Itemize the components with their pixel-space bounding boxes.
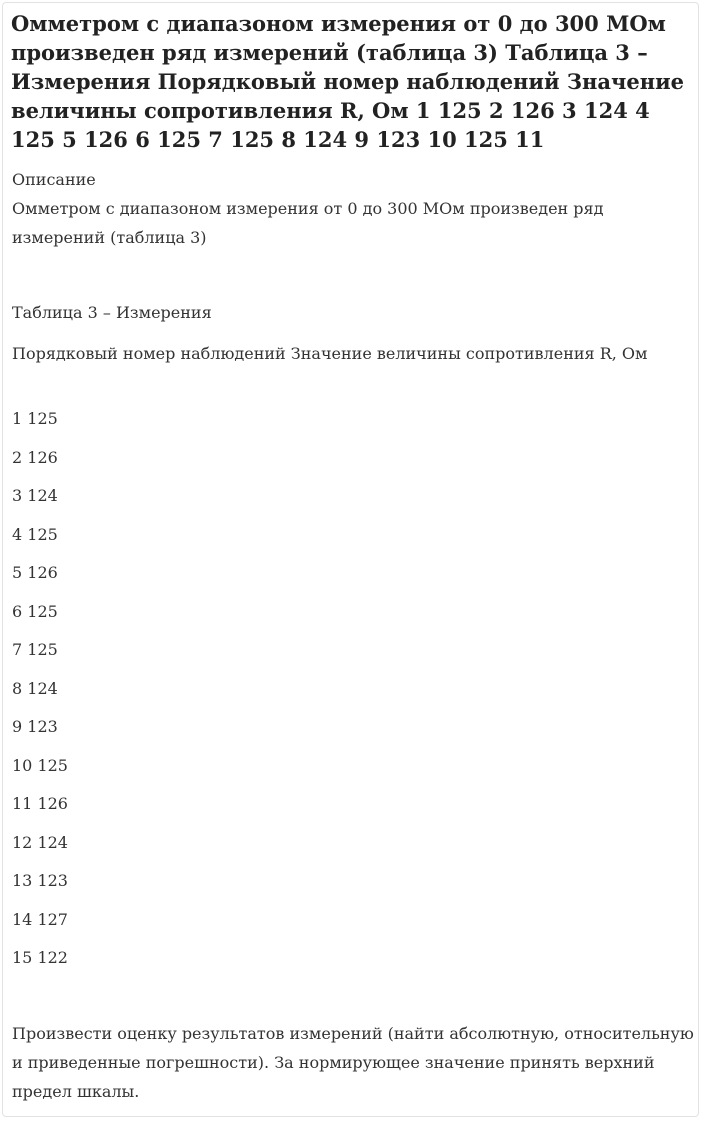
measurement-row: 2 126 [12, 447, 58, 467]
measurement-row: 12 124 [12, 832, 68, 852]
measurement-row: 10 125 [12, 755, 68, 775]
measurement-row: 13 123 [12, 871, 68, 890]
measurement-row: 4 125 [12, 524, 58, 544]
measurement-row: 8 124 [12, 678, 58, 698]
table-caption: Таблица 3 – Измерения [12, 303, 212, 322]
measurement-row: 5 126 [12, 563, 58, 582]
description-label: Описание [12, 170, 96, 189]
measurement-row: 11 126 [12, 794, 68, 813]
page-title: Омметром с диапазоном измерения от 0 до 300 МОм произведен ряд измерений (таблица 3) Таблица 3 – Измерения Порядковый номер наблюдений Значение величины сопротивления R, Ом 1 125 2 126 3 124 4 125 5 126 6 125 7 125 8 124 9 123 10 125 11 [11, 11, 685, 152]
measurement-list [12, 406, 68, 984]
measurement-row: 6 125 [12, 601, 58, 621]
measurement-row: 9 123 [12, 717, 58, 736]
measurement-row: 15 122 [12, 948, 68, 967]
table-header: Порядковый номер наблюдений Значение величины сопротивления R, Ом [12, 344, 648, 363]
measurement-row: 7 125 [12, 640, 58, 659]
task-card [2, 2, 699, 1117]
description-text: Омметром с диапазоном измерения от 0 до 300 МОм произведен ряд измерений (таблица 3) [12, 199, 604, 247]
task-text: Произвести оценку результатов измерений (найти абсолютную, относительную и приведенные погрешности). За нормирующее значение принять верхний предел шкалы. [12, 1024, 694, 1101]
measurement-row: 1 125 [12, 409, 58, 428]
measurement-row: 14 127 [12, 909, 68, 929]
measurement-row: 3 124 [12, 486, 58, 505]
